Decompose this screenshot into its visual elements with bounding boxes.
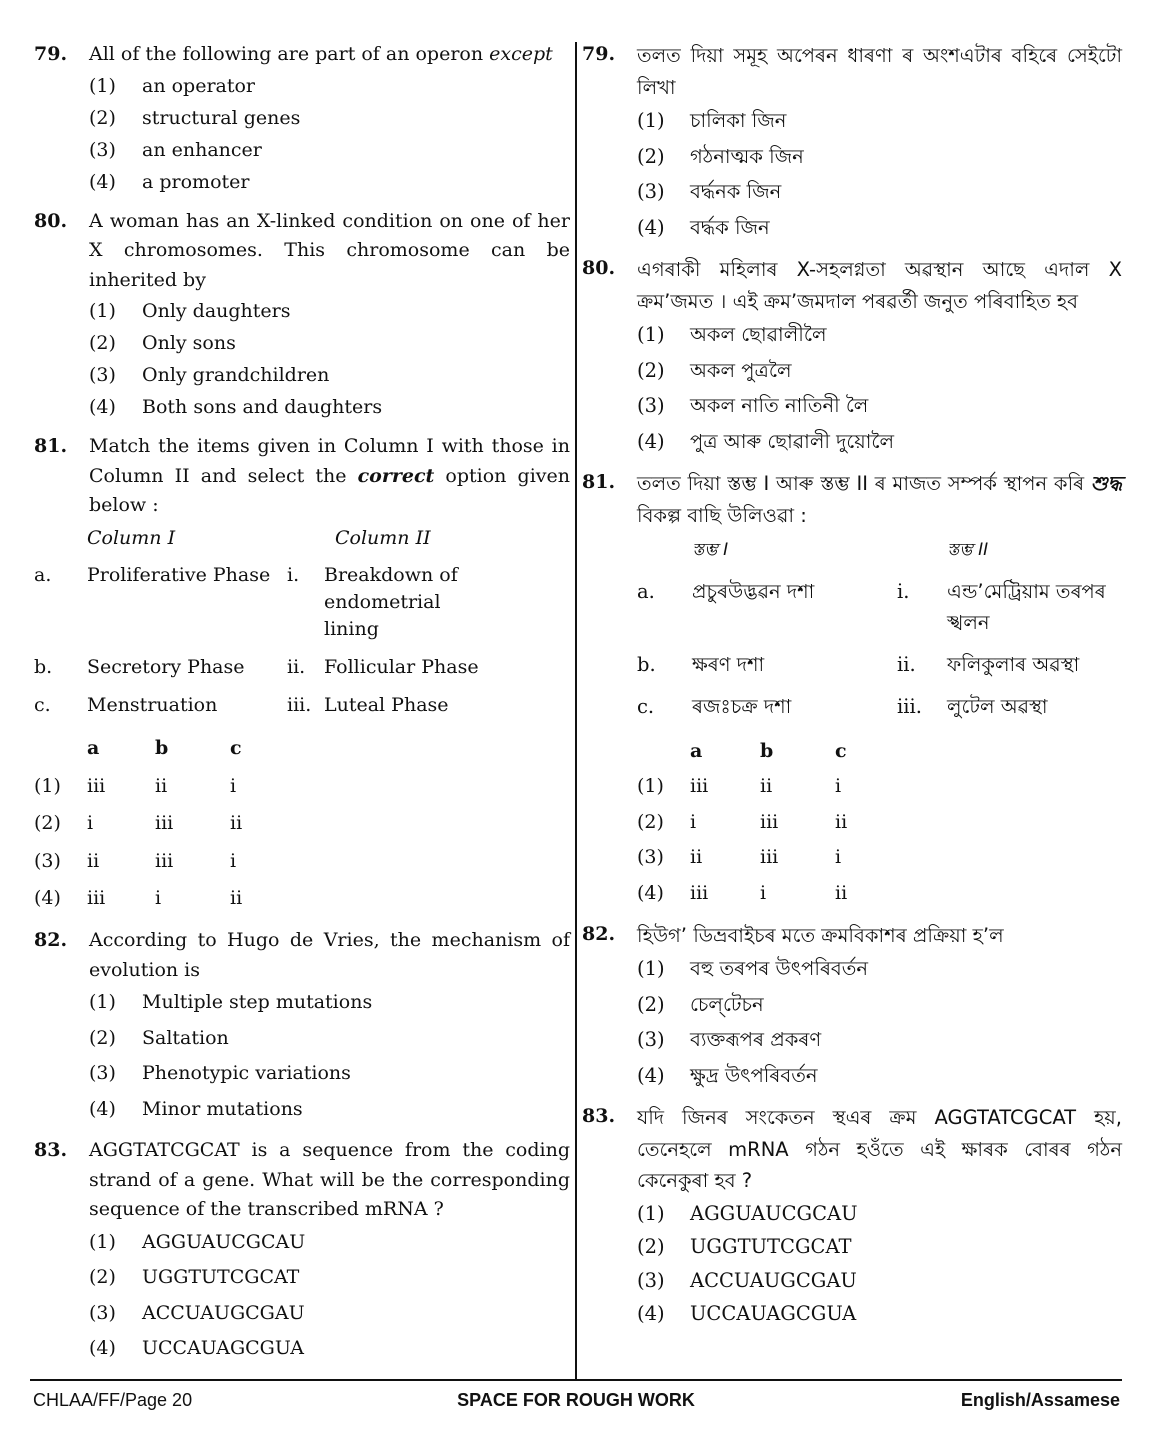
- option-2: (2) Only sons: [89, 332, 236, 354]
- match-row: c. ৰজঃচক্ৰ দশা iii. লুটেল অৱস্থা: [637, 695, 1048, 718]
- answer-option-3: (3) ii iii i: [34, 849, 237, 872]
- option-4: (4) ক্ষুদ্ৰ উৎপৰিবৰ্তন: [637, 1063, 818, 1087]
- option-1: (1) Multiple step mutations: [89, 991, 373, 1013]
- match-table: [637, 535, 1122, 733]
- question-80-as: [582, 254, 1122, 459]
- question-stem: যদি জিনৰ সংকেতন স্থএৰ ক্ৰম AGGTATCGCAT হয়, তেনেহলে mRNA গঠন হওঁতে এই ক্ষাৰক বোৰৰ গঠন কেনেকুৰা হব ?: [637, 1106, 1122, 1192]
- option-4: (4) Minor mutations: [89, 1097, 303, 1120]
- answer-option-1: (1) iii ii i: [637, 775, 842, 798]
- column-i-header: Column I: [87, 526, 176, 549]
- question-82-as: [582, 920, 1122, 1094]
- question-79-en: [34, 40, 570, 198]
- option-1: (1) AGGUAUCGCAU: [89, 1230, 306, 1253]
- option-1: (1) অকল ছোৱালীলৈ: [637, 323, 827, 346]
- option-2: (2) গঠনাত্মক জিন: [637, 144, 804, 168]
- language-label: English/Assamese: [960, 1390, 1120, 1410]
- option-4: (4) UCCAUAGCGUA: [89, 1337, 305, 1359]
- answer-option-2: (2) i iii ii: [637, 810, 848, 833]
- match-row: b. Secretory Phase ii. Follicular Phase: [34, 655, 479, 678]
- question-stem: Match the items given in Column I with those in Column II and select the correct option given below :: [89, 435, 571, 516]
- question-81-en: [34, 432, 570, 917]
- question-80-en: [34, 207, 570, 424]
- option-3: (3) বৰ্দ্ধনক জিন: [637, 180, 782, 203]
- question-stem: তলত দিয়া সমূহ অপেৰন ধাৰণা ৰ অংশএটাৰ বহিৰে সেইটো লিখা: [637, 44, 1122, 99]
- option-2: (2) UGGTUTCGCAT: [637, 1235, 852, 1258]
- english-column: [34, 40, 570, 1377]
- option-1: (1) an operator: [89, 74, 256, 97]
- option-1: (1) AGGUAUCGCAU: [637, 1201, 858, 1225]
- match-row: b. ক্ষৰণ দশা ii. ফলিকুলাৰ অৱস্থা: [637, 653, 1080, 676]
- question-81-as: [582, 468, 1122, 911]
- match-row: a. প্ৰচুৰউদ্ভৱন দশা i. এন্ড’মেট্ৰিয়াম তৰপৰ স্খলন: [637, 580, 1106, 634]
- column-divider: [575, 42, 577, 1380]
- option-1: (1) চালিকা জিন: [637, 109, 787, 132]
- answer-option-4: (4) iii i ii: [34, 887, 243, 910]
- option-3: (3) ACCUAUGCGAU: [637, 1268, 857, 1292]
- option-4: (4) বৰ্দ্ধক জিন: [637, 215, 770, 239]
- answer-table: [34, 730, 270, 918]
- question-79-as: [582, 40, 1122, 245]
- option-3: (3) Only grandchildren: [89, 364, 330, 386]
- column-ii-header: Column II: [335, 526, 431, 549]
- column-ii-header: স্তম্ভ II: [947, 540, 989, 560]
- option-3: (3) Phenotypic variations: [89, 1062, 351, 1084]
- option-2: (2) অকল পুত্ৰলৈ: [637, 358, 792, 382]
- option-3: (3) ব্যক্তৰূপৰ প্ৰকৰণ: [637, 1028, 822, 1051]
- question-stem: এগৰাকী মহিলাৰ X-সহলগ্নতা অৱস্থান আছে এদাল X ক্ৰম’জমত । এই ক্ৰম’জমদাল পৰৱৰ্তী জনুত পৰিবাহিত হব: [637, 258, 1122, 313]
- rough-work-label: SPACE FOR ROUGH WORK: [457, 1390, 695, 1410]
- question-number: 80.: [34, 209, 68, 232]
- question-number: 82.: [582, 922, 616, 945]
- option-2: (2) structural genes: [89, 106, 301, 129]
- question-stem: AGGTATCGCAT is a sequence from the coding strand of a gene. What will be the corresponding sequence of the transcribed mRNA ?: [89, 1139, 570, 1220]
- answer-header-row: a b c: [690, 739, 847, 762]
- option-2: (2) Saltation: [89, 1026, 229, 1049]
- option-3: (3) অকল নাতি নাতিনী লৈ: [637, 394, 869, 417]
- assamese-column: [582, 40, 1122, 1377]
- question-83-en: [34, 1136, 570, 1367]
- answer-option-2: (2) i iii ii: [34, 812, 243, 835]
- answer-option-1: (1) iii ii i: [34, 774, 237, 797]
- question-stem: According to Hugo de Vries, the mechanism of evolution is: [89, 929, 570, 981]
- question-number: 83.: [582, 1105, 616, 1127]
- column-i-header: স্তম্ভ I: [692, 540, 729, 560]
- question-number: 82.: [34, 929, 68, 951]
- option-3: (3) an enhancer: [89, 138, 262, 161]
- answer-header-row: a b c: [87, 737, 242, 760]
- option-2: (2) চেল্‌টেচন: [637, 992, 764, 1016]
- question-83-as: [582, 1102, 1122, 1331]
- question-stem: A woman has an X-linked condition on one of her X chromosomes. This chromosome can be inherited by: [89, 209, 570, 291]
- page-code: CHLAA/FF/Page 20: [33, 1390, 193, 1410]
- footer-rule: [30, 1379, 1122, 1381]
- match-row: a. Proliferative Phase i. Breakdown of endometrial lining: [34, 563, 458, 640]
- option-1: (1) Only daughters: [89, 300, 291, 322]
- question-stem: তলত দিয়া স্তম্ভ I আৰু স্তম্ভ II ৰ মাজত সম্পৰ্ক স্থাপন কৰি শুদ্ধ বিকল্প বাছি উলিওৱা :: [637, 472, 1122, 527]
- option-4: (4) UCCAUAGCGUA: [637, 1302, 857, 1325]
- question-82-en: [34, 926, 570, 1127]
- option-4: (4) Both sons and daughters: [89, 396, 383, 418]
- option-4: (4) পুত্ৰ আৰু ছোৱালী দুয়োলৈ: [637, 429, 895, 453]
- option-1: (1) বহু তৰপৰ উৎপৰিবৰ্তন: [637, 957, 869, 980]
- question-number: 79.: [582, 43, 616, 65]
- question-number: 80.: [582, 257, 616, 279]
- option-3: (3) ACCUAUGCGAU: [89, 1301, 305, 1324]
- option-2: (2) UGGTUTCGCAT: [89, 1266, 300, 1288]
- answer-option-4: (4) iii i ii: [637, 881, 848, 904]
- option-4: (4) a promoter: [89, 170, 250, 193]
- match-row: c. Menstruation iii. Luteal Phase: [34, 693, 449, 716]
- question-number: 83.: [34, 1139, 68, 1161]
- answer-option-3: (3) ii iii i: [637, 846, 842, 869]
- answer-table: [637, 733, 875, 911]
- question-stem: হিউগ’ ডিভ্ৰবাইচৰ মতে ক্ৰমবিকাশৰ প্ৰক্ৰিয়া হ’ল: [637, 923, 1004, 947]
- question-number: 79.: [34, 43, 68, 65]
- question-stem: All of the following are part of an operon except: [89, 43, 553, 65]
- question-number: 81.: [582, 471, 616, 493]
- match-table: [34, 525, 570, 730]
- question-number: 81.: [34, 435, 68, 457]
